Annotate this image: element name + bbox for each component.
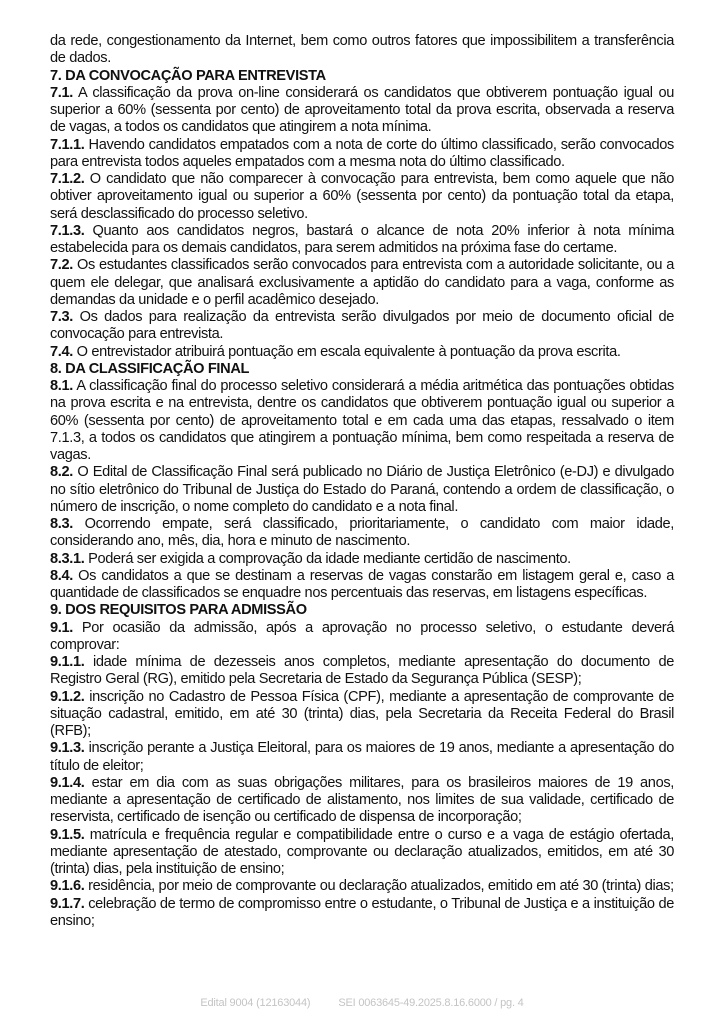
clause-number: 7.1.3. [50, 222, 85, 239]
clause-paragraph [50, 344, 674, 361]
section-heading: 9. DOS REQUISITOS PARA ADMISSÃO [50, 602, 307, 619]
clause-paragraph [50, 464, 674, 516]
clause-number: 8.4. [50, 567, 73, 584]
clause-number: 9.1.6. [50, 878, 85, 895]
clause-text: inscrição no Cadastro de Pessoa Física (CPF), mediante a apresentação de comprovante de situação cadastral, emitido, em até 30 (trinta) dias, pela Secretaria da Receita Federal do Brasil (RFB); [50, 688, 674, 739]
clause-paragraph [50, 551, 674, 568]
footer-sei-page: SEI 0063645-49.2025.8.16.6000 / pg. 4 [338, 997, 524, 1009]
clause-paragraph [50, 775, 674, 827]
clause-paragraph [50, 257, 674, 309]
clause-number: 7.2. [50, 257, 73, 274]
clause-paragraph [50, 309, 674, 344]
clause-number: 8.3.1. [50, 550, 85, 567]
footer-edital-id: Edital 9004 (12163044) [200, 997, 311, 1009]
clause-paragraph [50, 689, 674, 741]
clause-paragraph [50, 654, 674, 689]
clause-paragraph [50, 137, 674, 172]
clause-text: inscrição perante a Justiça Eleitoral, para os maiores de 19 anos, mediante a apresentação do título de eleitor; [50, 740, 674, 774]
clause-paragraph [50, 827, 674, 879]
clause-text: Ocorrendo empate, será classificado, prioritariamente, o candidato com maior idade, considerando ano, mês, dia, hora e minuto de nascimento. [50, 516, 674, 550]
clause-paragraph [50, 620, 674, 655]
clause-paragraph [50, 878, 674, 895]
clause-text: Os estudantes classificados serão convocados para entrevista com a autoridade solicitante, ou a quem ele delegar, que analisará exclusivamente a aptidão do candidato para a vaga, conforme as demandas da unidade e o perfil acadêmico desejado. [50, 257, 674, 308]
clause-text: Os dados para realização da entrevista serão divulgados por meio de documento oficial de convocação para entrevista. [50, 309, 674, 343]
clause-text: Por ocasião da admissão, após a aprovação no processo seletivo, o estudante deverá comprovar: [50, 619, 674, 653]
clause-text: O entrevistador atribuirá pontuação em escala equivalente à pontuação da prova escrita. [72, 343, 621, 360]
clause-text: Os candidatos a que se destinam a reservas de vagas constarão em listagem geral e, caso a quantidade de classificados se enquadre nos percentuais das reservas, em listagens específicas. [50, 567, 674, 601]
clause-paragraph [50, 516, 674, 551]
clause-number: 7.3. [50, 309, 73, 325]
clause-number: 9.1.2. [50, 688, 85, 705]
clause-paragraph [50, 85, 674, 137]
clause-paragraph [50, 171, 674, 223]
clause-text: O Edital de Classificação Final será publicado no Diário de Justiça Eletrônico (e-DJ) e divulgado no sítio eletrônico do Tribunal de Justiça do Estado do Paraná, contendo a ordem de classificação, o número de inscrição, o nome completo do candidato e a nota final. [50, 464, 674, 515]
clause-text: A classificação da prova on-line considerará os candidatos que obtiverem pontuação igual ou superior a 60% (sessenta por cento) de aproveitamento total da prova escrita, observada a reserva de vagas, a todos os candidatos que atingirem a nota mínima. [50, 84, 674, 136]
clause-paragraph [50, 223, 674, 258]
clause-text: Havendo candidatos empatados com a nota de corte do último classificado, serão convocados para entrevista todos aqueles empatados com a mesma nota do último classificado. [50, 136, 674, 170]
clause-number: 7.1. [50, 84, 73, 101]
page-footer [0, 997, 724, 1009]
section-heading: 7. DA CONVOCAÇÃO PARA ENTREVISTA [50, 67, 326, 84]
clause-number: 9.1.7. [50, 895, 85, 912]
clause-paragraph [50, 568, 674, 603]
clause-paragraph [50, 896, 674, 931]
clause-text: estar em dia com as suas obrigações militares, para os brasileiros maiores de 19 anos, mediante a apresentação de certificado de alistamento, nos limites de sua validade, certificado de reservista, certificado de isenção ou certificado de dispensa de incorporação; [50, 774, 674, 826]
clause-text: residência, por meio de comprovante ou declaração atualizados, emitido em até 30 (trinta) dias; [84, 878, 674, 895]
clause-number: 9.1.4. [50, 774, 85, 791]
clause-text: Poderá ser exigida a comprovação da idade mediante certidão de nascimento. [84, 550, 571, 567]
clause-paragraph [50, 740, 674, 775]
clause-text: matrícula e frequência regular e compatibilidade entre o curso e a vaga de estágio ofertada, mediante apresentação de atestado, comprovante ou declaração atualizados, emitidos, em até 30 (trinta) dias, pela instituição de ensino; [50, 826, 674, 877]
continuation-paragraph: da rede, congestionamento da Internet, bem como outros fatores que impossibilitem a transferência de dados. [50, 33, 674, 67]
clause-number: 9.1.3. [50, 740, 85, 757]
clause-paragraph [50, 378, 674, 464]
clause-number: 7.1.2. [50, 171, 85, 187]
clause-text: celebração de termo de compromisso entre o estudante, o Tribunal de Justiça e a instituição de ensino; [50, 895, 674, 929]
clause-number: 8.2. [50, 464, 73, 481]
document-page [50, 33, 674, 930]
clause-text: idade mínima de dezesseis anos completos, mediante apresentação do documento de Registro Geral (RG), emitido pela Secretaria de Estado da Segurança Pública (SESP); [50, 654, 674, 688]
clause-number: 8.3. [50, 516, 73, 532]
clause-number: 9.1. [50, 619, 73, 636]
clause-text: Quanto aos candidatos negros, bastará o alcance de nota 20% inferior à nota mínima estabelecida para os demais candidatos, para serem admitidos na próxima fase do certame. [50, 222, 674, 256]
clause-number: 8.1. [50, 378, 73, 394]
clause-text: O candidato que não comparecer à convocação para entrevista, bem como aquele que não obtiver aproveitamento igual ou superior a 60% (sessenta por cento) da pontuação total da etapa, será desclassificado do processo seletivo. [50, 171, 674, 222]
section-heading: 8. DA CLASSIFICAÇÃO FINAL [50, 360, 250, 377]
clause-number: 7.4. [50, 343, 73, 360]
clause-text: A classificação final do processo seletivo considerará a média aritmética das pontuações obtidas na prova escrita e na entrevista, dentre os candidatos que obtiverem pontuação igual ou superior a 60% (sessenta por cento) de aproveitamento total e em cada uma das etapas, ressalvado o item 7.1.3, a todos os candidatos que atingirem a pontuação mínima, bem como respeitada a reserva de vagas. [50, 378, 674, 463]
clause-number: 7.1.1. [50, 136, 85, 153]
clause-number: 9.1.1. [50, 654, 85, 670]
clause-number: 9.1.5. [50, 826, 85, 843]
